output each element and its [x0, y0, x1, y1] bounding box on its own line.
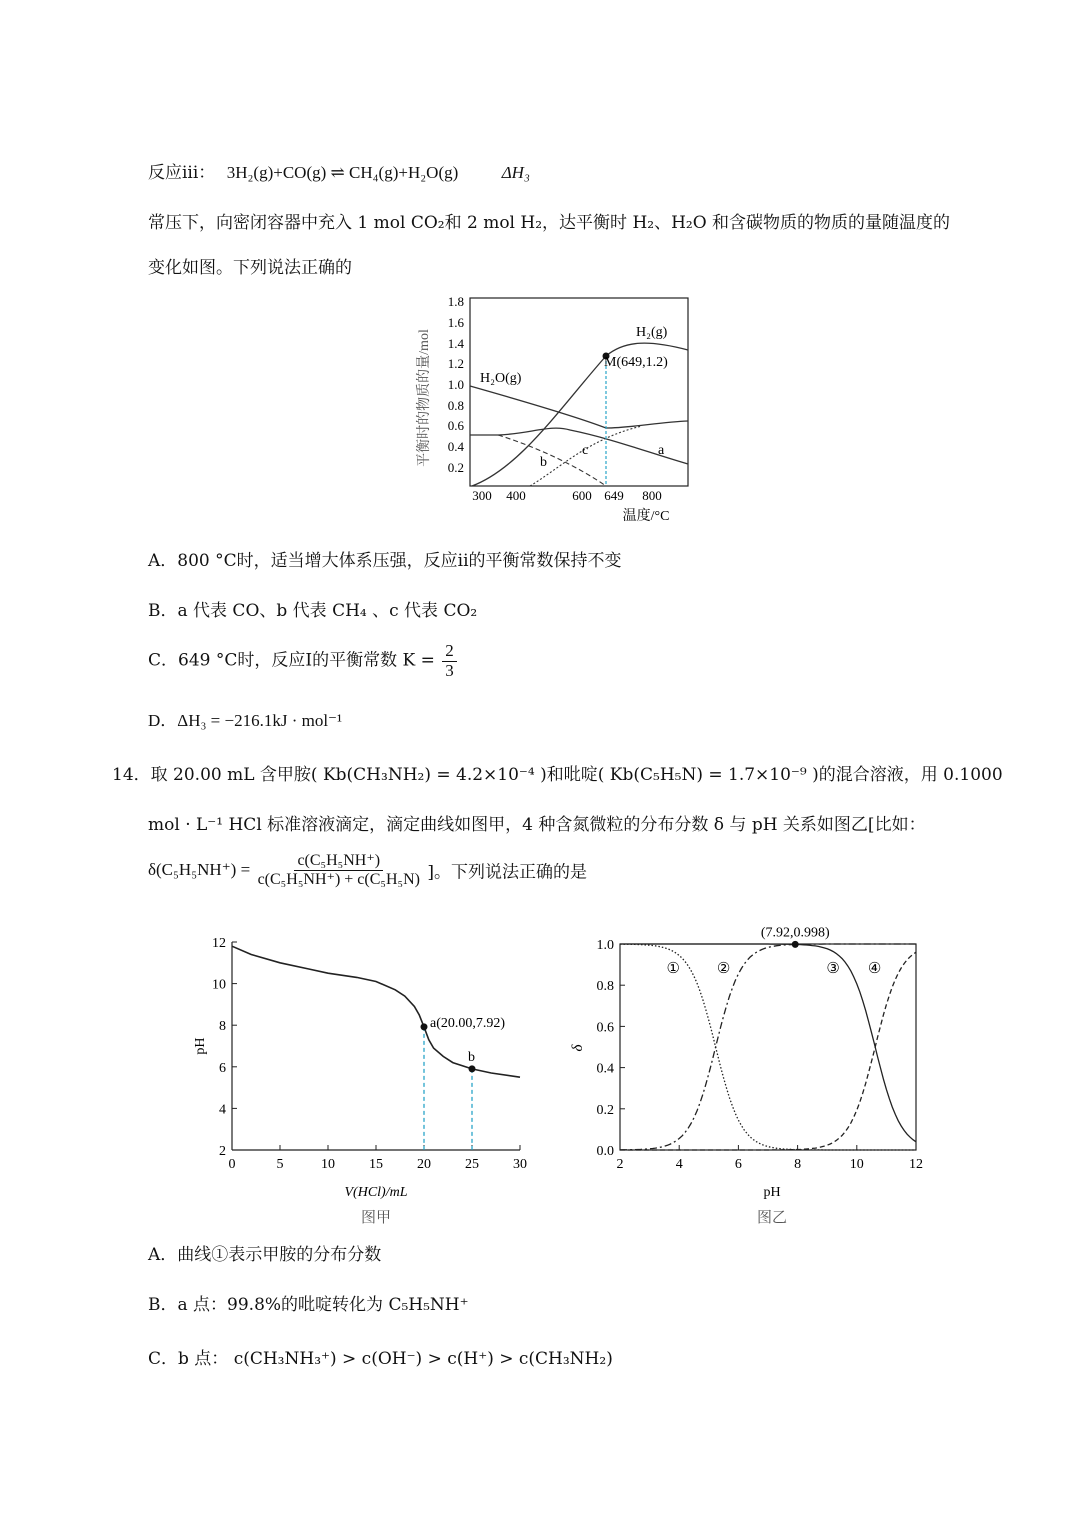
titration-point-label: b [468, 1049, 475, 1065]
titration-ytick: 2 [219, 1144, 226, 1159]
q13-curve-b [498, 435, 606, 486]
q14-line3 [148, 852, 587, 888]
q13-ytick: 1.2 [447, 356, 464, 371]
q13-xtick: 400 [506, 488, 526, 503]
q13-label-h2o: H₂O(g) [480, 371, 522, 386]
q13-ylabel: 平衡时的物质的量/mol [417, 329, 432, 467]
titration-xtick: 5 [276, 1157, 284, 1172]
reaction-iii [148, 158, 530, 183]
distribution-curve [620, 952, 916, 1150]
q13-yticks [448, 294, 465, 475]
q13-option-d: D．ΔH₃ = −216.1kJ · mol⁻¹ [148, 711, 343, 730]
q13-ytick: 1.8 [447, 294, 464, 309]
q14-delta-def: δ(C₅H₅NH⁺) = [148, 860, 251, 880]
reaction-iii-equation: 3H₂(g)+CO(g) ⇌ CH₄(g)+H₂O(g) [226, 163, 459, 182]
distribution-ytick: 0.2 [596, 1102, 614, 1118]
distribution-curve-label: ④ [867, 960, 882, 977]
distribution-xtick: 12 [909, 1157, 923, 1172]
titration-ytick: 6 [219, 1060, 226, 1076]
titration-ytick: 8 [219, 1019, 226, 1035]
q13-xtick: 649 [604, 488, 624, 503]
distribution-curve-label: ② [716, 960, 731, 977]
titration-title: 图甲 [360, 1210, 392, 1226]
distribution-xtick: 4 [675, 1157, 683, 1172]
q13-ytick: 1.6 [447, 315, 464, 330]
titration-xtick: 10 [321, 1157, 335, 1172]
distribution-point-label: (7.92,0.998) [760, 925, 830, 941]
distribution-xtick: 8 [794, 1157, 802, 1172]
q14-delta-num: c(C₅H₅NH⁺) [294, 852, 383, 871]
q13-xtick: 800 [642, 488, 662, 503]
distribution-chart [572, 918, 942, 1233]
q13-option-b: B．a 代表 CO、b 代表 CH₄ 、c 代表 CO₂ [148, 601, 478, 621]
titration-curve [232, 946, 520, 1077]
q14-delta-den: c(C₅H₅NH⁺) + c(C₅H₅N) [257, 870, 420, 888]
q13-xticks [472, 488, 662, 503]
distribution-xtick: 6 [734, 1157, 742, 1172]
titration-point [469, 1065, 476, 1072]
q13-ytick: 1.4 [447, 336, 464, 351]
titration-xtick: 0 [228, 1157, 236, 1172]
q13-curve-a [470, 428, 688, 464]
distribution-ytick: 0.4 [596, 1061, 614, 1077]
reaction-iii-label: 反应iii： [148, 163, 216, 183]
titration-xtick: 25 [465, 1157, 479, 1172]
distribution-ylabel: δ [570, 1044, 586, 1052]
intro-line2: 变化如图。下列说法正确的 [148, 258, 352, 278]
titration-ylabel: pH [193, 1037, 208, 1055]
q13-curve-h2o [470, 386, 688, 428]
q14-option-c: C．b 点： c(CH₃NH₃⁺) > c(OH⁻) > c(H⁺) > c(CH₃NH₂) [148, 1349, 613, 1369]
q13-xtick: 600 [572, 488, 592, 503]
q14-delta-post: ]。下列说法正确的是 [427, 862, 588, 883]
q13-option-c-num: 2 [442, 642, 457, 662]
reaction-iii-dh: ΔH₃ [501, 163, 530, 182]
titration-ytick: 10 [212, 977, 226, 993]
q13-option-c-text: C．649 °C时，反应I的平衡常数 K = [148, 650, 435, 671]
q13-label-b: b [540, 455, 547, 470]
q13-ytick: 0.6 [447, 418, 464, 433]
distribution-ytick: 0.6 [596, 1020, 614, 1036]
titration-xtick: 30 [513, 1157, 527, 1172]
intro-line1: 常压下，向密闭容器中充入 1 mol CO₂和 2 mol H₂，达平衡时 H₂、H₂O 和含碳物质的物质的量随温度的 [148, 213, 951, 233]
q13-option-a: A．800 °C时，适当增大体系压强，反应ii的平衡常数保持不变 [148, 551, 622, 571]
q13-chart [410, 288, 710, 528]
q14-option-a: A．曲线①表示甲胺的分布分数 [148, 1245, 382, 1265]
q13-label-c: c [582, 443, 589, 458]
distribution-xtick: 10 [849, 1157, 864, 1172]
q14-line1: 14．取 20.00 mL 含甲胺( Kb(CH₃NH₂) = 4.2×10⁻⁴ )和吡啶( Kb(C₅H₅N) = 1.7×10⁻⁹ )的混合溶液，用 0.1000 [112, 765, 1003, 785]
q14-line2: mol · L⁻¹ HCl 标准溶液滴定，滴定曲线如图甲，4 种含氮微粒的分布分数 δ 与 pH 关系如图乙[比如： [148, 815, 926, 835]
distribution-xlabel: pH [763, 1185, 781, 1200]
distribution-ytick: 0.8 [596, 979, 614, 995]
q13-label-h2: H₂(g) [636, 325, 668, 340]
q13-label-a: a [658, 443, 665, 458]
q13-option-c [148, 642, 459, 680]
q13-xtick: 300 [472, 488, 492, 503]
titration-ytick: 12 [212, 936, 226, 951]
titration-xlabel: V(HCl)/mL [344, 1185, 408, 1200]
distribution-xtick: 2 [616, 1157, 624, 1172]
titration-point [421, 1023, 428, 1030]
q14-option-b: B．a 点：99.8%的吡啶转化为 C₅H₅NH⁺ [148, 1295, 469, 1315]
titration-xtick: 15 [369, 1157, 383, 1172]
distribution-curve-label: ③ [826, 960, 840, 977]
titration-xtick: 20 [417, 1157, 431, 1172]
distribution-point [792, 941, 799, 948]
q13-ytick: 0.8 [447, 398, 464, 413]
distribution-ytick: 0.0 [596, 1144, 614, 1159]
distribution-title: 图乙 [756, 1210, 788, 1226]
q13-ytick: 0.2 [447, 460, 464, 475]
distribution-ytick: 1.0 [596, 938, 614, 953]
q13-xlabel: 温度/°C [622, 509, 670, 524]
titration-chart [190, 928, 540, 1233]
q13-ytick: 1.0 [447, 377, 464, 392]
q13-label-m: M(649,1.2) [604, 355, 668, 370]
q13-option-c-den: 3 [445, 660, 454, 680]
titration-point-label: a(20.00,7.92) [430, 1015, 506, 1031]
distribution-curve-label: ① [666, 960, 681, 977]
q13-ytick: 0.4 [447, 439, 464, 454]
titration-ytick: 4 [219, 1102, 226, 1118]
